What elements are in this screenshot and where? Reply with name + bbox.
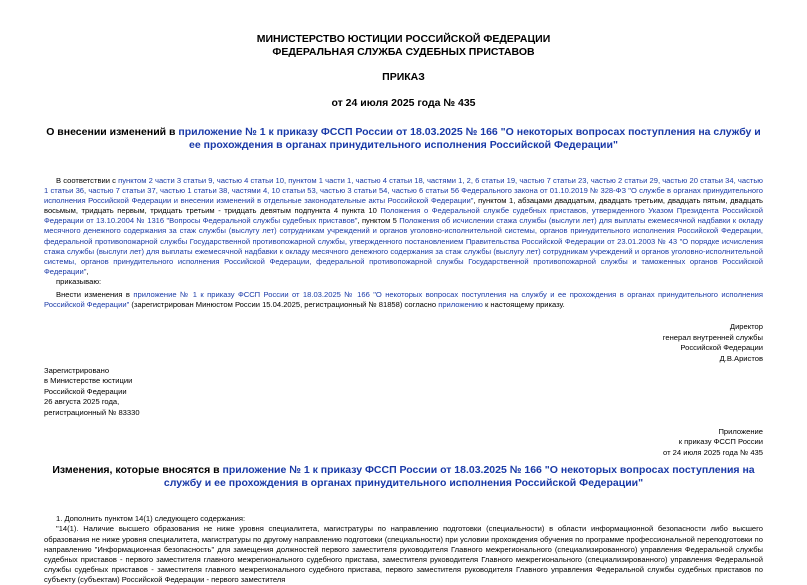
item-1-paragraph — [44, 290, 763, 310]
preamble-link-decree[interactable]: Положения об исчислении стажа службы (выслуги лет) для выплаты ежемесячной надбавки к окладу месячного денежного содержания за стаж службы (выслугу лет) сотрудникам учреждений и органов уголовно-исполнительной системы, органов принудительного исполнения Российской Федерации, федеральной противопожарной службы Государственной противопожарной службы, утвержденного постановлением Правительства Российской Федерации от 23.01.2003 № 43 "О порядке исчисления стажа службы (выслуги лет) для выплаты ежемесячной надбавки к окладу месячного денежного содержания за стаж службы (выслугу лет) сотрудникам учреждений и органов уголовно-исполнительной системы, органов принудительного исполнения Российской Федерации, федеральной противопожарной службы Государственной противопожарной службы и таможенных органов Российской Федерации" — [44, 216, 763, 276]
title-prefix: О внесении изменений в — [46, 126, 179, 138]
appendix-line-3: от 24 июля 2025 года № 435 — [663, 447, 763, 457]
order-word: приказываю: — [56, 276, 102, 286]
registration-line-5: регистрационный № 83330 — [44, 407, 140, 417]
item-1-link-appendix[interactable]: приложению — [438, 300, 483, 310]
registration-block — [44, 366, 763, 419]
registration-line-4: 26 августа 2025 года, — [44, 397, 120, 407]
item-1-text-2: (зарегистрирован Минюстом России 15.04.2025, регистрационный № 81858) согласно — [129, 300, 439, 310]
preamble-link-law[interactable]: пунктом 2 части 3 статьи 9, частью 4 статьи 10, пунктом 1 части 1, частью 4 статьи 18, частями 1, 2, 6 статьи 19, частью 7 статьи 23, частью 2 статьи 29, частью 20 статьи 34, частью 1 статьи 36, частью 7 статьи 37, частью 1 статьи 38, частями 4, 10 статьи 53, частью 3 статьи 54, частью 6 статьи 56 Федерального закона от 01.10.2019 № 328-ФЗ "О службе в органах принудительного исполнения Российской Федерации и внесении изменений в отдельные законодательные акты Российской Федерации" — [44, 176, 764, 206]
registration-line-3: Российской Федерации — [44, 386, 127, 396]
ministry-name: МИНИСТЕРСТВО ЮСТИЦИИ РОССИЙСКОЙ ФЕДЕРАЦИИ — [256, 33, 551, 45]
item-1-text-3: к настоящему приказу. — [482, 300, 565, 310]
appendix-title-link[interactable]: приложение № 1 к приказу ФССП России от 18.03.2025 № 166 "О некоторых вопросах поступления на службу и ее прохождения в органах принудительного исполнения Российской Федерации" — [163, 464, 755, 490]
signature-name: Д.В.Аристов — [719, 354, 763, 363]
signature-position: Директор — [729, 322, 763, 332]
service-name: ФЕДЕРАЛЬНАЯ СЛУЖБА СУДЕБНЫХ ПРИСТАВОВ — [272, 46, 535, 58]
signature-rank: генерал внутренней службы — [662, 332, 763, 342]
preamble-text-1: В соответствии с — [56, 176, 119, 185]
appendix-line-2: к приказу ФССП России — [678, 437, 763, 447]
title-link[interactable]: приложение № 1 к приказу ФССП России от 18.03.2025 № 166 "О некоторых вопросах поступления на службу и ее прохождения в органах принудительного исполнения Российской Федерации" — [178, 126, 761, 151]
registration-line-2: в Министерстве юстиции — [44, 376, 133, 386]
document-date: от 24 июля 2025 года № 435 — [331, 97, 476, 109]
appendix-block — [44, 427, 763, 459]
preamble-text-4: , — [86, 266, 89, 276]
preamble-text-2: , пунктом 1, абзацами двадцатым, двадцать третьим, двадцать пятым, двадцать восьмым, тридцать первым, тридцать третьим - тридцать девятым подпункта 4 пункта 10 — [44, 196, 763, 216]
preamble-text-3: , пунктом 5 — [357, 216, 400, 226]
item-1-text-1: Внести изменения в — [56, 290, 134, 300]
change-item-1-text: "14(1). Наличие высшего образования не ниже уровня специалитета, магистратуры по направлению подготовки (специальности) в области информационной безопасности либо высшего образования не ниже уровня специалитета, магистратуры по другому направлению подготовки (специальности) при условии прохождения обучения по программе профессиональной переподготовки по направлению "Информационная безопасность" для замещения должностей первого заместителя руководителя Главного межрегионального (специализированного) управления Федеральной службы судебных приставов - первого заместителя главного межрегионального судебного пристава, заместителя руководителя Главного межрегионального (специализированного) управления Федеральной службы судебных приставов - заместителя главного межрегионального судебного пристава, первого заместителя руководителя Главного управления Федеральной службы судебных приставов по субъекту (субъектам) Российской Федерации - первого заместителя — [44, 524, 763, 584]
document-type: ПРИКАЗ — [382, 71, 425, 83]
preamble-link-regulation[interactable]: Положения о Федеральной службе судебных приставов, утвержденного Указом Президента Российской Федерации от 13.10.2004 № 1316 "Вопросы Федеральной службы судебных приставов" — [44, 206, 763, 226]
appendix-title — [44, 464, 763, 490]
document-title — [44, 126, 763, 152]
change-item-1: 1. Дополнить пунктом 14(1) следующего содержания: — [56, 514, 246, 524]
signature-block — [44, 322, 763, 364]
appendix-line-1: Приложение — [718, 426, 763, 436]
item-1-link-order[interactable]: приложение № 1 к приказу ФССП России от 18.03.2025 № 166 "О некоторых вопросах поступления на службу и ее прохождения в органах принудительного исполнения Российской Федерации" — [44, 290, 763, 310]
registration-line-1: Зарегистрировано — [44, 365, 110, 375]
preamble-paragraph — [44, 176, 763, 277]
appendix-title-prefix: Изменения, которые вносятся в — [52, 464, 223, 477]
signature-country: Российской Федерации — [680, 343, 763, 353]
